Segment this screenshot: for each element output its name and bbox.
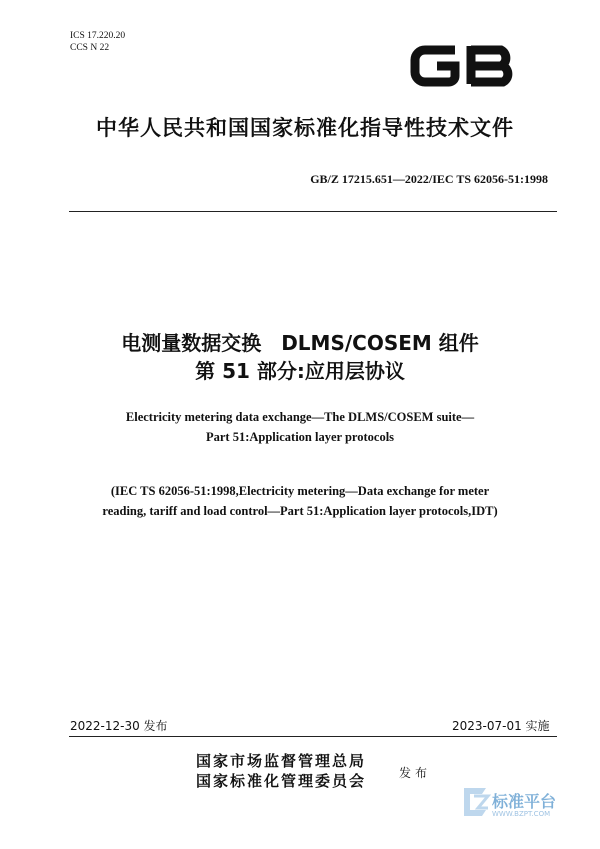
idt-note-line1: (IEC TS 62056-51:1998,Electricity metering—Data exchange for meter [110,484,490,498]
watermark-name: 标准平台 [492,792,557,811]
title-en-line1: Electricity metering data exchange—The DLMS/COSEM suite— [125,410,475,424]
classification-block [70,30,125,54]
title-en-line2: Part 51:Application layer protocols [205,430,395,444]
watermark-url: WWW.BZPT.COM [492,810,551,818]
top-divider [69,211,557,212]
issuer-samr: 国家市场监督管理总局 [196,752,367,770]
gb-logo [405,36,525,94]
issue-date: 2022-12-30 发布 [70,719,168,733]
ics-code: ICS 17.220.20 [70,31,126,41]
issuer-sac: 国家标准化管理委员会 [196,772,367,790]
title-cn-line2: 第 51 部分:应用层协议 [195,359,405,383]
title-cn-line1: 电测量数据交换 DLMS/COSEM 组件 [121,331,479,355]
implement-date: 2023-07-01 实施 [452,719,550,733]
standard-type-heading: 中华人民共和国国家标准化指导性技术文件 [96,116,514,140]
standard-code: GB/Z 17215.651—2022/IEC TS 62056-51:1998 [310,172,548,186]
ccs-code: CCS N 22 [70,43,110,53]
idt-note-line2: reading, tariff and load control—Part 51:Application layer protocols,IDT) [102,504,498,518]
publish-label: 发布 [399,766,432,780]
bottom-divider [69,736,557,737]
